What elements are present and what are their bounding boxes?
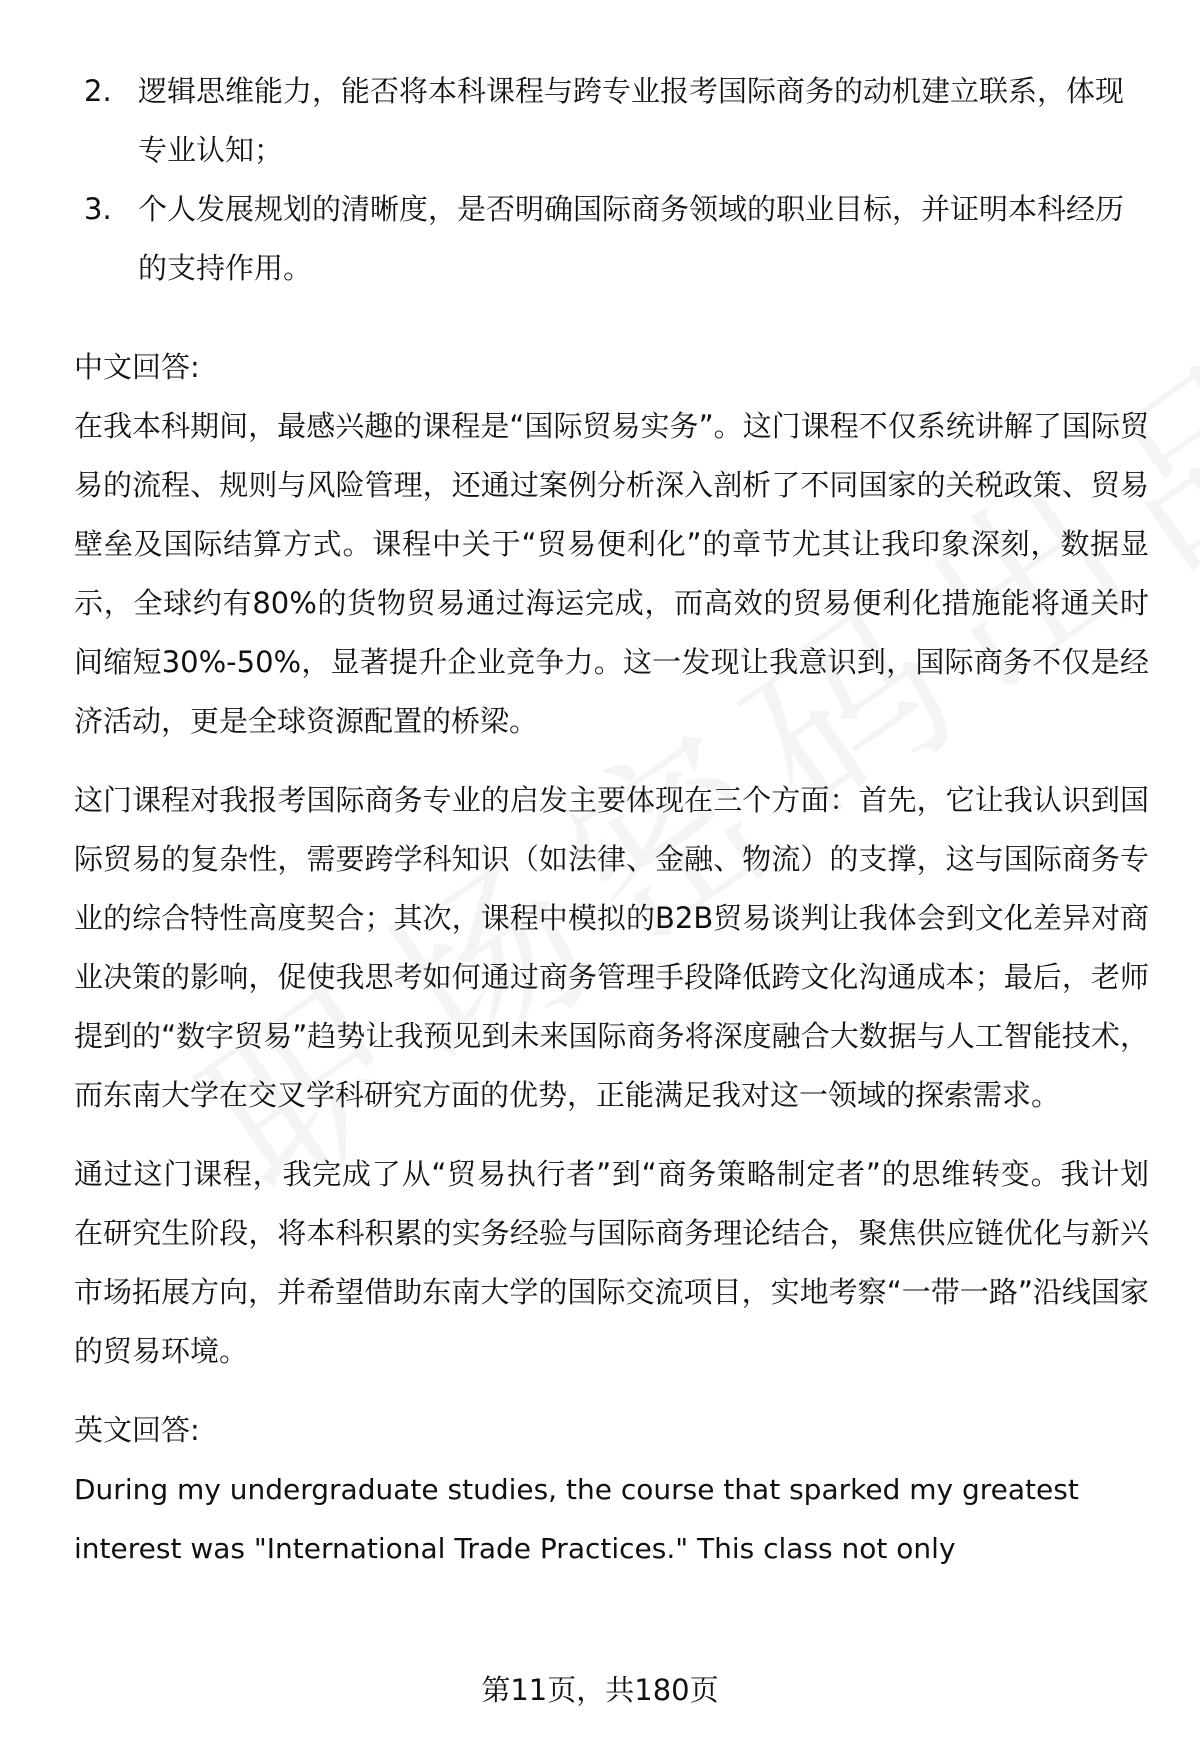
- chinese-paragraph-2: 这门课程对我报考国际商务专业的启发主要体现在三个方面：首先，它让我认识到国际贸易的复杂性，需要跨学科知识（如法律、金融、物流）的支撑，这与国际商务专业的综合特性高度契合；其次，课程中模拟的B2B贸易谈判让我体会到文化差异对商业决策的影响，促使我思考如何通过商务管理手段降低跨文化沟通成本；最后，老师提到的“数字贸易”趋势让我预见到未来国际商务将深度融合大数据与人工智能技术，而东南大学在交叉学科研究方面的优势，正能满足我对这一领域的探索需求。: [74, 783, 1149, 1112]
- list-item-text: 个人发展规划的清晰度，是否明确国际商务领域的职业目标，并证明本科经历的支持作用。: [138, 192, 1125, 285]
- list-item-number: 3.: [84, 192, 112, 226]
- english-paragraph: During my undergraduate studies, the course that sparked my greatest interest was "International Trade Practices." This class not only: [74, 1473, 1079, 1565]
- page-content: [74, 62, 1149, 1578]
- chinese-paragraph-1: 在我本科期间，最感兴趣的课程是“国际贸易实务”。这门课程不仅系统讲解了国际贸易的流程、规则与风险管理，还通过案例分析深入剖析了不同国家的关税政策、贸易壁垒及国际结算方式。课程中关于“贸易便利化”的章节尤其让我印象深刻，数据显示，全球约有80%的货物贸易通过海运完成，而高效的贸易便利化措施能将通关时间缩短30%-50%，显著提升企业竞争力。这一发现让我意识到，国际商务不仅是经济活动，更是全球资源配置的桥梁。: [74, 409, 1149, 738]
- criteria-list: [74, 62, 1149, 298]
- chinese-paragraph-3: 通过这门课程，我完成了从“贸易执行者”到“商务策略制定者”的思维转变。我计划在研究生阶段，将本科积累的实务经验与国际商务理论结合，聚焦供应链优化与新兴市场拓展方向，并希望借助东南大学的国际交流项目，实地考察“一带一路”沿线国家的贸易环境。: [74, 1157, 1149, 1368]
- list-item: [74, 180, 1149, 298]
- list-item: [74, 62, 1149, 180]
- list-item-number: 2.: [84, 74, 112, 108]
- page-number-footer: 第11页，共180页: [481, 1673, 719, 1707]
- english-answer-label: 英文回答:: [74, 1413, 200, 1447]
- chinese-answer-label: 中文回答:: [74, 350, 200, 384]
- list-item-text: 逻辑思维能力，能否将本科课程与跨专业报考国际商务的动机建立联系，体现专业认知；: [138, 74, 1125, 167]
